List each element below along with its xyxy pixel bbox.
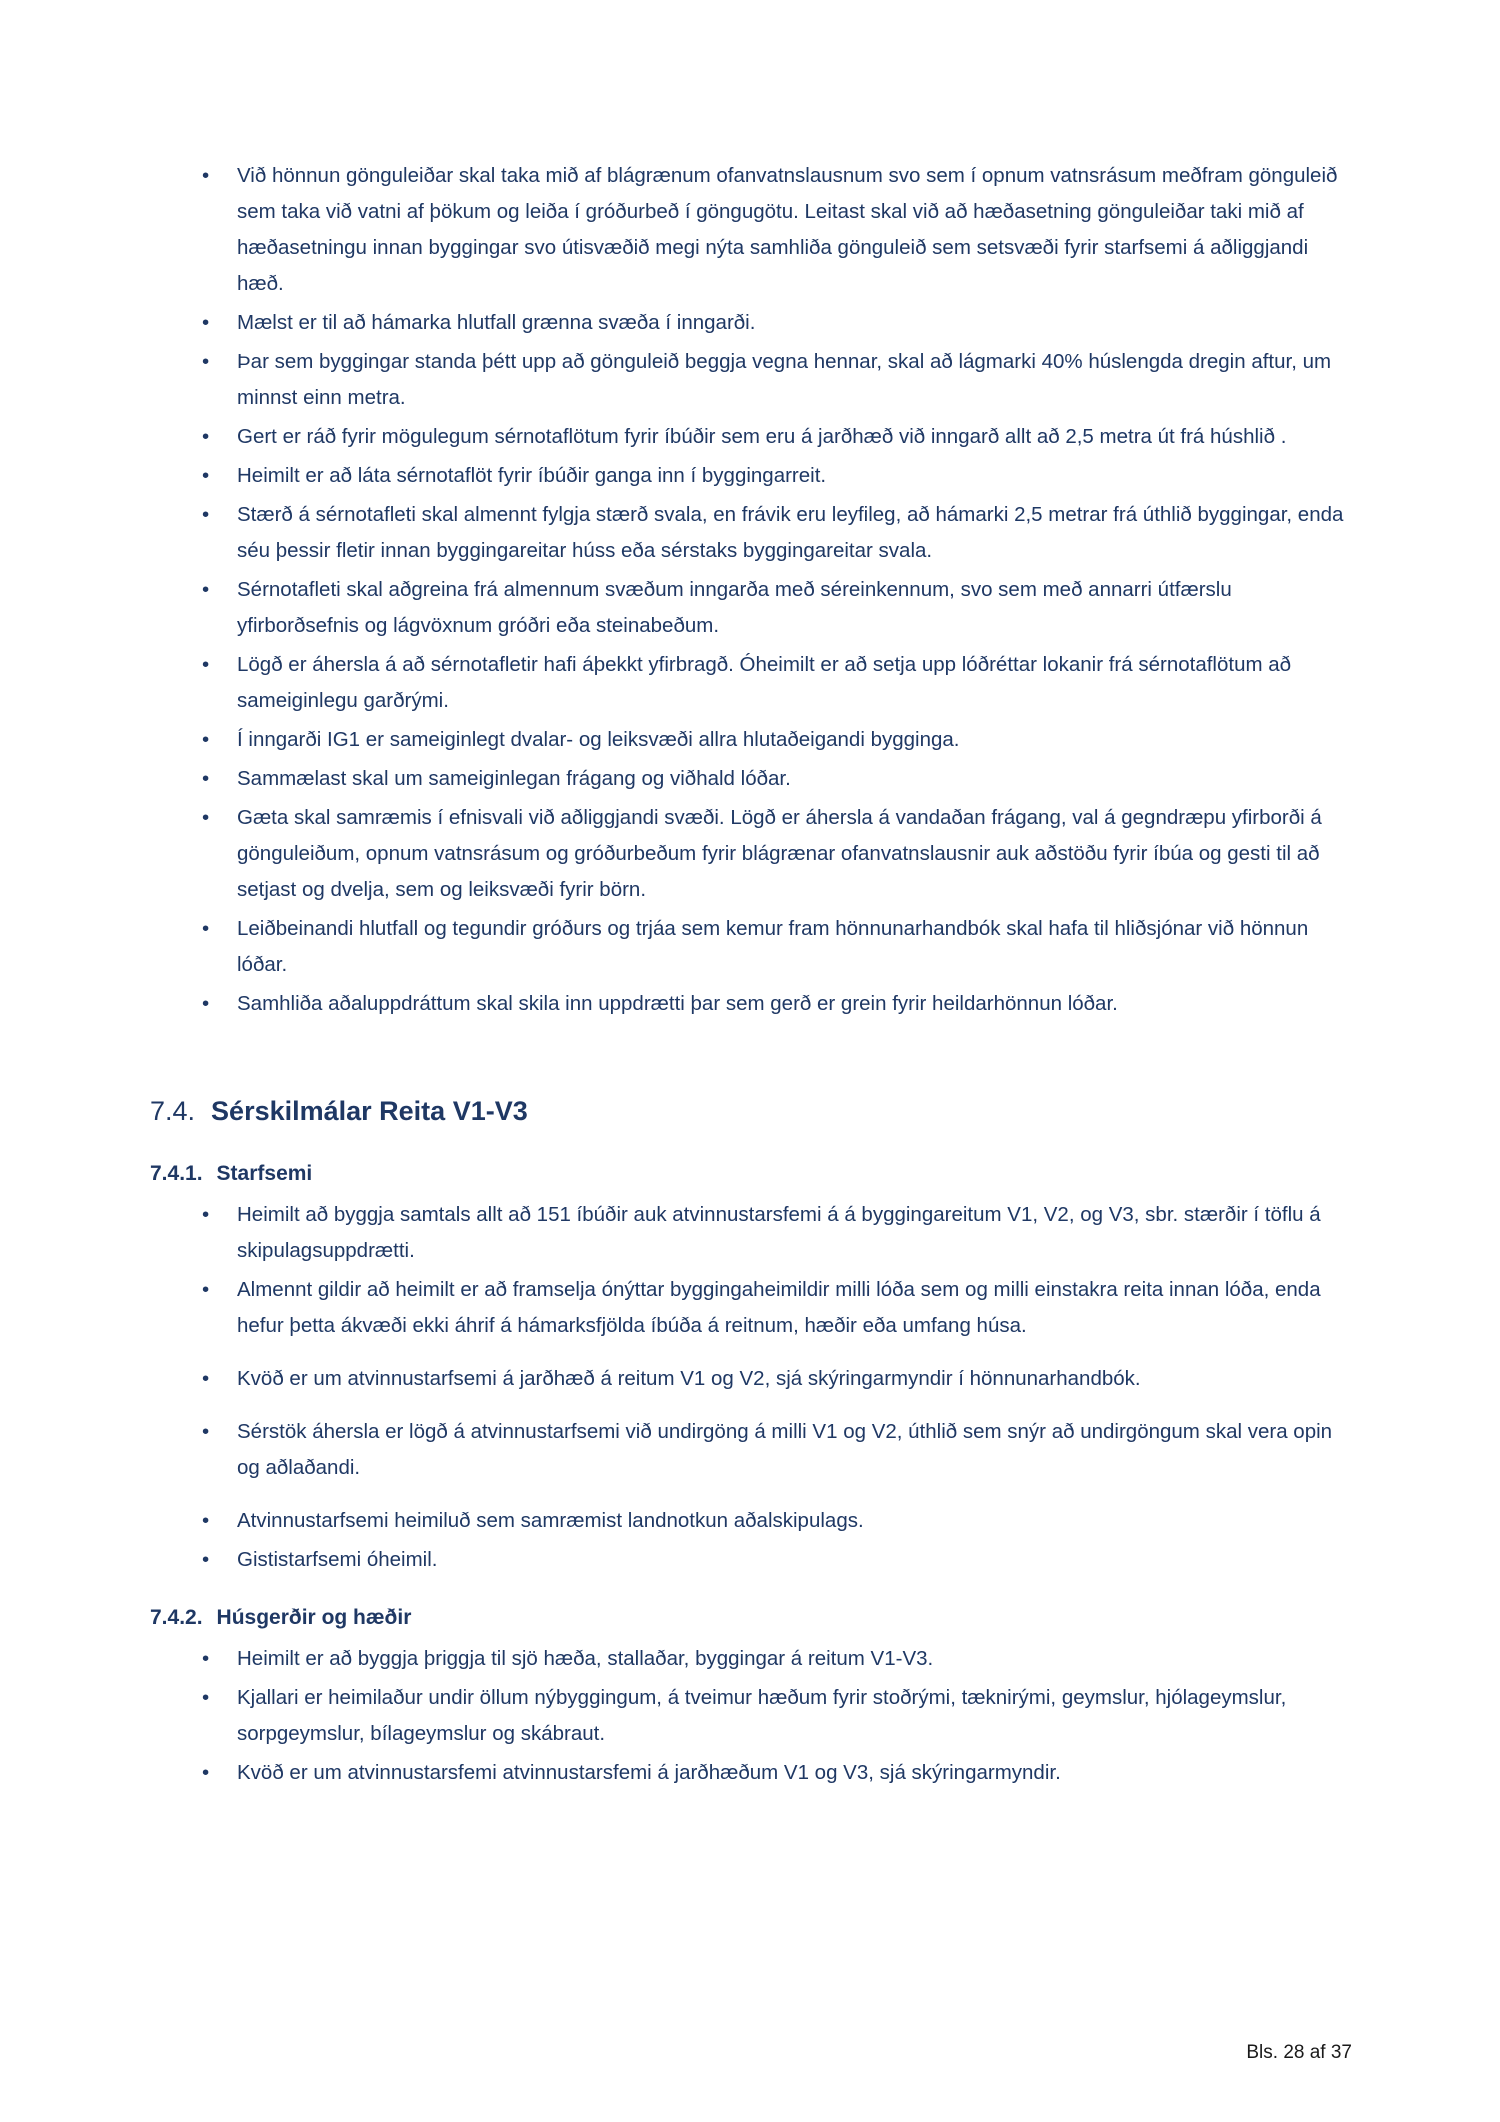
- starfsemi-list: [150, 1197, 1352, 1578]
- list-item: • Gæta skal samræmis í efnisvali við aðliggjandi svæði. Lögð er áhersla á vandaðan frágang, val á gegndræpu yfirborði á gönguleiðum, opnum vatnsrásum og gróðurbeðum fyrir blágrænar ofanvatnslausnir auk aðstöðu fyrir íbúa og gesti til að setjast og dvelja, sem og leiksvæði fyrir börn.: [150, 800, 1352, 908]
- list-item: • Þar sem byggingar standa þétt upp að gönguleið beggja vegna hennar, skal að lágmarki 40% húslengda dregin aftur, um minnst einn metra.: [150, 344, 1352, 416]
- list-item: • Stærð á sérnotafleti skal almennt fylgja stærð svala, en frávik eru leyfileg, að hámarki 2,5 metrar frá úthlið byggingar, enda séu þessir fletir innan byggingareitar húss eða sérstaks byggingareitar svala.: [150, 497, 1352, 569]
- list-item: • Kvöð er um atvinnustarsfemi atvinnustarsfemi á jarðhæðum V1 og V3, sjá skýringarmyndir.: [150, 1755, 1352, 1791]
- list-item: • Gististarfsemi óheimil.: [150, 1542, 1352, 1578]
- section-heading: [150, 1094, 1352, 1128]
- list-item: • Lögð er áhersla á að sérnotafletir hafi áþekkt yfirbragð. Óheimilt er að setja upp lóðréttar lokanir frá sérnotaflötum að sameiginlegu garðrými.: [150, 647, 1352, 719]
- section-number: 7.4.: [150, 1096, 196, 1126]
- list-item: • Við hönnun gönguleiðar skal taka mið af blágrænum ofanvatnslausnum svo sem í opnum vatnsrásum meðfram gönguleið sem taka við vatni af þökum og leiða í gróðurbeð í göngugötu. Leitast skal við að hæðasetning gönguleiðar taki mið af hæðasetningu innan byggingar svo útisvæðið megi nýta samhliða gönguleið sem setsvæði fyrir starfsemi á aðliggjandi hæð.: [150, 158, 1352, 302]
- subsection-number: 7.4.2.: [150, 1606, 203, 1629]
- list-item: • Heimilt er að láta sérnotaflöt fyrir íbúðir ganga inn í byggingarreit.: [150, 458, 1352, 494]
- list-item: • Heimilt er að byggja þriggja til sjö hæða, stallaðar, byggingar á reitum V1-V3.: [150, 1641, 1352, 1677]
- subsection-number: 7.4.1.: [150, 1162, 203, 1185]
- subsection-title: Húsgerðir og hæðir: [216, 1606, 412, 1629]
- list-item: • Atvinnustarfsemi heimiluð sem samræmist landnotkun aðalskipulags.: [150, 1503, 1352, 1539]
- list-item: • Heimilt að byggja samtals allt að 151 íbúðir auk atvinnustarsfemi á á byggingareitum V1, V2, og V3, sbr. stærðir í töflu á skipulagsuppdrætti.: [150, 1197, 1352, 1269]
- list-item: • Í inngarði IG1 er sameiginlegt dvalar- og leiksvæði allra hlutaðeigandi bygginga.: [150, 722, 1352, 758]
- general-terms-list: [150, 158, 1352, 1022]
- list-item: • Sérstök áhersla er lögð á atvinnustarfsemi við undirgöng á milli V1 og V2, úthlið sem snýr að undirgöngum skal vera opin og aðlaðandi.: [150, 1414, 1352, 1486]
- list-item: • Gert er ráð fyrir mögulegum sérnotaflötum fyrir íbúðir sem eru á jarðhæð við inngarð allt að 2,5 metra út frá húshlið .: [150, 419, 1352, 455]
- list-item: • Kjallari er heimilaður undir öllum nýbyggingum, á tveimur hæðum fyrir stoðrými, tæknirými, geymslur, hjólageymslur, sorpgeymslur, bílageymslur og skábraut.: [150, 1680, 1352, 1752]
- page-number: Bls. 28 af 37: [1246, 2042, 1352, 2063]
- subsection-heading-starfsemi: [150, 1160, 1352, 1188]
- list-item: • Sammælast skal um sameiginlegan frágang og viðhald lóðar.: [150, 761, 1352, 797]
- husgerdir-list: [150, 1641, 1352, 1791]
- list-item: • Mælst er til að hámarka hlutfall grænna svæða í inngarði.: [150, 305, 1352, 341]
- list-item: • Samhliða aðaluppdráttum skal skila inn uppdrætti þar sem gerð er grein fyrir heildarhönnun lóðar.: [150, 986, 1352, 1022]
- list-item: • Almennt gildir að heimilt er að framselja ónýttar byggingaheimildir milli lóða sem og milli einstakra reita innan lóða, enda hefur þetta ákvæði ekki áhrif á hámarksfjölda íbúða á reitnum, hæðir eða umfang húsa.: [150, 1272, 1352, 1344]
- list-item: • Sérnotafleti skal aðgreina frá almennum svæðum inngarða með séreinkennum, svo sem með annarri útfærslu yfirborðsefnis og lágvöxnum gróðri eða steinabeðum.: [150, 572, 1352, 644]
- subsection-heading-husgerdir: [150, 1604, 1352, 1632]
- subsection-title: Starfsemi: [216, 1162, 313, 1185]
- list-item: • Leiðbeinandi hlutfall og tegundir gróðurs og trjáa sem kemur fram hönnunarhandbók skal hafa til hliðsjónar við hönnun lóðar.: [150, 911, 1352, 983]
- list-item: • Kvöð er um atvinnustarfsemi á jarðhæð á reitum V1 og V2, sjá skýringarmyndir í hönnunarhandbók.: [150, 1361, 1352, 1397]
- section-title: Sérskilmálar Reita V1-V3: [211, 1096, 528, 1126]
